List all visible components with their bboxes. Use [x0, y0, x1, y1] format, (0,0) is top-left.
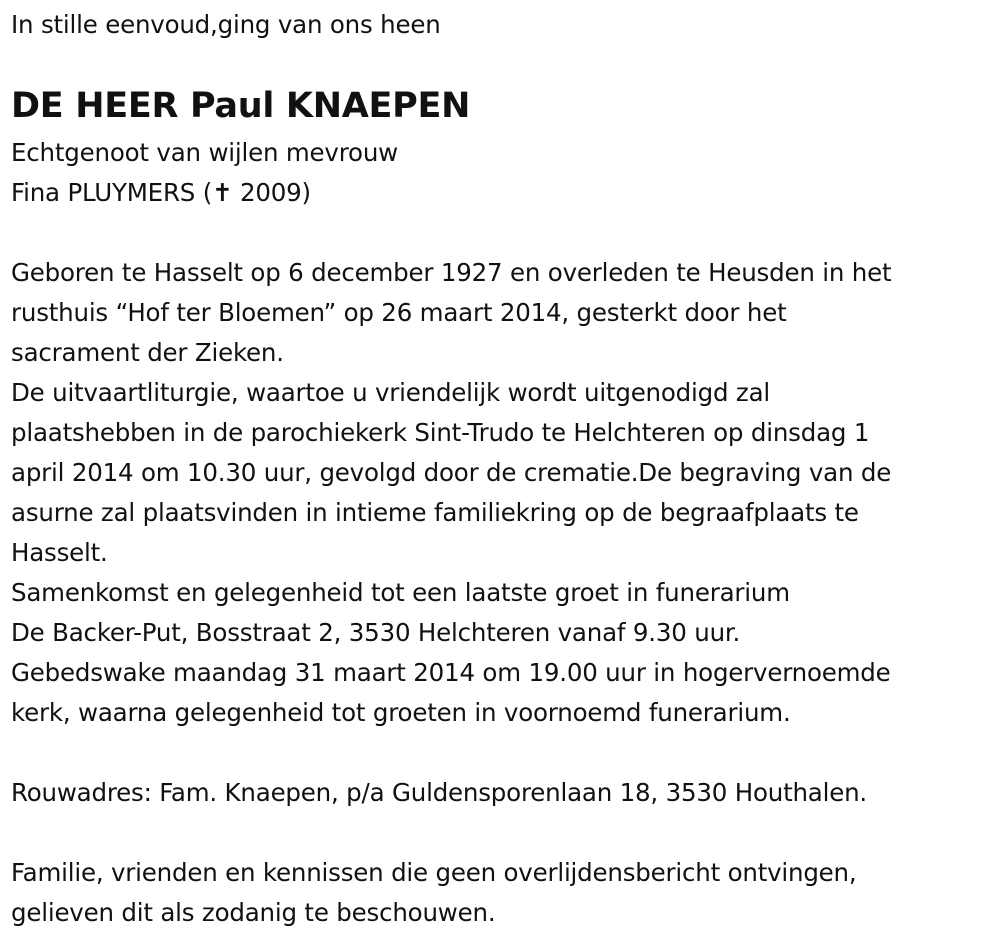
details-line: asurne zal plaatsvinden in intieme familiekring op de begraafplaats te	[11, 498, 859, 527]
details-line: De Backer-Put, Bosstraat 2, 3530 Helchteren vanaf 9.30 uur.	[11, 618, 741, 647]
details-line: rusthuis “Hof ter Bloemen” op 26 maart 2014, gesterkt door het	[11, 298, 787, 327]
details-line: Hasselt.	[11, 538, 108, 567]
closing-line: gelieven dit als zodanig te beschouwen.	[11, 898, 496, 927]
funeral-details	[11, 253, 891, 733]
closing-note	[11, 853, 856, 933]
spouse-line: Echtgenoot van wijlen mevrouw	[11, 138, 399, 167]
closing-line: Familie, vrienden en kennissen die geen overlijdensbericht ontvingen,	[11, 858, 857, 887]
details-line: Samenkomst en gelegenheid tot een laatste groet in funerarium	[11, 578, 790, 607]
details-line: plaatshebben in de parochiekerk Sint-Trudo te Helchteren op dinsdag 1	[11, 418, 870, 447]
details-line: Geboren te Hasselt op 6 december 1927 en overleden te Heusden in het	[11, 258, 892, 287]
details-line: sacrament der Zieken.	[11, 338, 284, 367]
details-line: De uitvaartliturgie, waartoe u vriendelijk wordt uitgenodigd zal	[11, 378, 771, 407]
deceased-name: DE HEER Paul KNAEPEN	[11, 86, 471, 126]
spouse-name-line: Fina PLUYMERS (✝ 2009)	[11, 178, 311, 207]
intro-text: In stille eenvoud,ging van ons heen	[11, 10, 441, 39]
spouse-info	[11, 133, 398, 213]
details-line: kerk, waarna gelegenheid tot groeten in voornoemd funerarium.	[11, 698, 791, 727]
mourning-address: Rouwadres: Fam. Knaepen, p/a Guldensporenlaan 18, 3530 Houthalen.	[11, 778, 868, 807]
details-line: Gebedswake maandag 31 maart 2014 om 19.00 uur in hogervernoemde	[11, 658, 891, 687]
details-line: april 2014 om 10.30 uur, gevolgd door de crematie.De begraving van de	[11, 458, 892, 487]
